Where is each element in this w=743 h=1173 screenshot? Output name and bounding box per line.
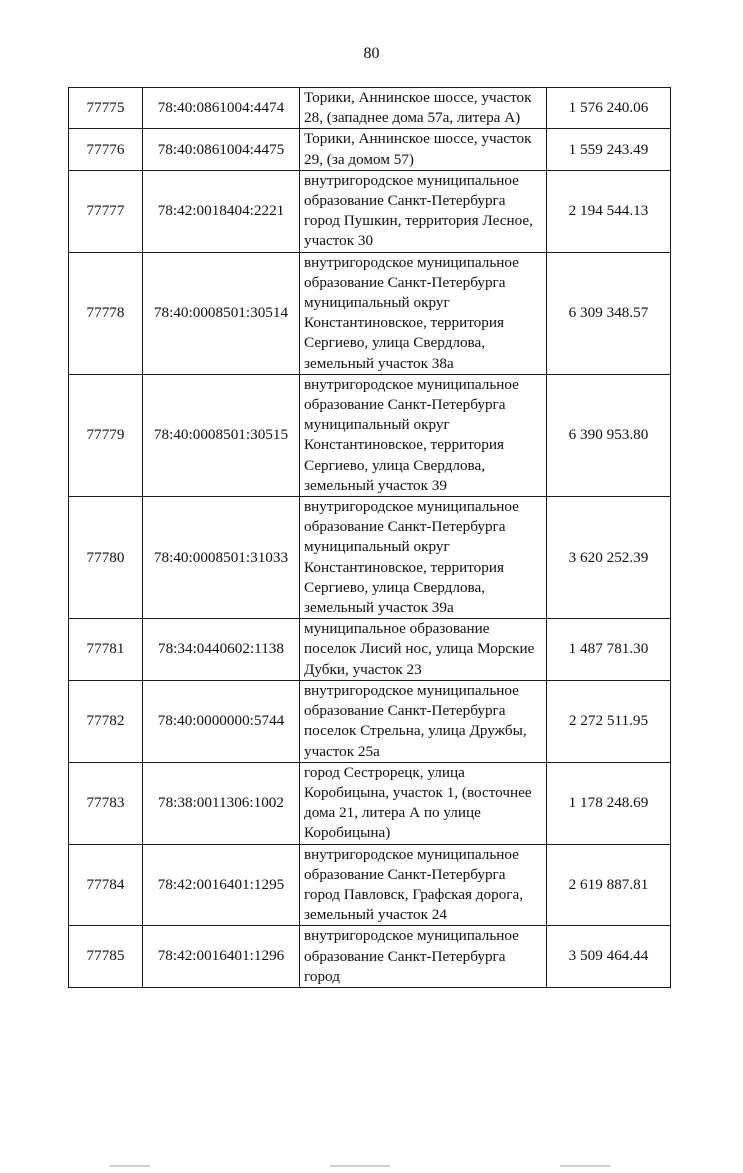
row-id-cell: 77776 (69, 129, 143, 170)
cadastral-value-cell: 6 309 348.57 (547, 252, 671, 374)
row-id-cell: 77780 (69, 497, 143, 619)
table-row (69, 88, 671, 129)
cadastral-number-cell: 78:40:0008501:30514 (143, 252, 300, 374)
cadastral-value-cell: 2 619 887.81 (547, 844, 671, 926)
cadastral-number-cell: 78:42:0016401:1296 (143, 926, 300, 988)
cadastral-number-cell: 78:40:0008501:30515 (143, 374, 300, 496)
address-cell: Торики, Аннинское шоссе, участок 29, (за домом 57) (300, 129, 547, 170)
cadastral-number-cell: 78:40:0008501:31033 (143, 497, 300, 619)
row-id-cell: 77783 (69, 762, 143, 844)
cadastral-number-cell: 78:42:0016401:1295 (143, 844, 300, 926)
table-row (69, 170, 671, 252)
address-cell: внутригородское муниципальное образование Санкт-Петербурга город Пушкин, территория Лесное, участок 30 (300, 170, 547, 252)
cadastral-number-cell: 78:34:0440602:1138 (143, 619, 300, 681)
cadastral-number-cell: 78:38:0011306:1002 (143, 762, 300, 844)
row-id-cell: 77784 (69, 844, 143, 926)
cadastral-value-cell: 2 272 511.95 (547, 680, 671, 762)
row-id-cell: 77777 (69, 170, 143, 252)
row-id-cell: 77781 (69, 619, 143, 681)
scan-edge-mark (330, 1165, 390, 1167)
row-id-cell: 77782 (69, 680, 143, 762)
row-id-cell: 77775 (69, 88, 143, 129)
address-cell: внутригородское муниципальное образование Санкт-Петербурга поселок Стрельна, улица Дружбы, участок 25а (300, 680, 547, 762)
address-cell: внутригородское муниципальное образование Санкт-Петербурга город (300, 926, 547, 988)
cadastral-value-cell: 1 559 243.49 (547, 129, 671, 170)
table-row (69, 374, 671, 496)
land-registry-table (68, 87, 671, 988)
address-cell: муниципальное образование поселок Лисий нос, улица Морские Дубки, участок 23 (300, 619, 547, 681)
cadastral-number-cell: 78:42:0018404:2221 (143, 170, 300, 252)
cadastral-number-cell: 78:40:0861004:4475 (143, 129, 300, 170)
row-id-cell: 77785 (69, 926, 143, 988)
table-row (69, 129, 671, 170)
table-row (69, 497, 671, 619)
table-row (69, 252, 671, 374)
table-row (69, 844, 671, 926)
page-number: 80 (363, 45, 380, 62)
cadastral-value-cell: 6 390 953.80 (547, 374, 671, 496)
cadastral-value-cell: 1 178 248.69 (547, 762, 671, 844)
cadastral-value-cell: 1 576 240.06 (547, 88, 671, 129)
cadastral-value-cell: 3 620 252.39 (547, 497, 671, 619)
cadastral-number-cell: 78:40:0000000:5744 (143, 680, 300, 762)
table-row (69, 762, 671, 844)
cadastral-value-cell: 1 487 781.30 (547, 619, 671, 681)
address-cell: внутригородское муниципальное образование Санкт-Петербурга муниципальный округ Константиновское, территория Сергиево, улица Свердлова, земельный участок 39а (300, 497, 547, 619)
cadastral-value-cell: 3 509 464.44 (547, 926, 671, 988)
cadastral-value-cell: 2 194 544.13 (547, 170, 671, 252)
table-row (69, 619, 671, 681)
scan-edge-mark (560, 1165, 610, 1167)
table-row (69, 680, 671, 762)
cadastral-number-cell: 78:40:0861004:4474 (143, 88, 300, 129)
address-cell: город Сестрорецк, улица Коробицына, участок 1, (восточнее дома 21, литера А по улице Коробицына) (300, 762, 547, 844)
row-id-cell: 77778 (69, 252, 143, 374)
address-cell: Торики, Аннинское шоссе, участок 28, (западнее дома 57а, литера А) (300, 88, 547, 129)
scan-edge-mark (110, 1165, 150, 1167)
address-cell: внутригородское муниципальное образование Санкт-Петербурга муниципальный округ Константиновское, территория Сергиево, улица Свердлова, земельный участок 39 (300, 374, 547, 496)
row-id-cell: 77779 (69, 374, 143, 496)
table-row (69, 926, 671, 988)
address-cell: внутригородское муниципальное образование Санкт-Петербурга город Павловск, Графская дорога, земельный участок 24 (300, 844, 547, 926)
address-cell: внутригородское муниципальное образование Санкт-Петербурга муниципальный округ Константиновское, территория Сергиево, улица Свердлова, земельный участок 38а (300, 252, 547, 374)
